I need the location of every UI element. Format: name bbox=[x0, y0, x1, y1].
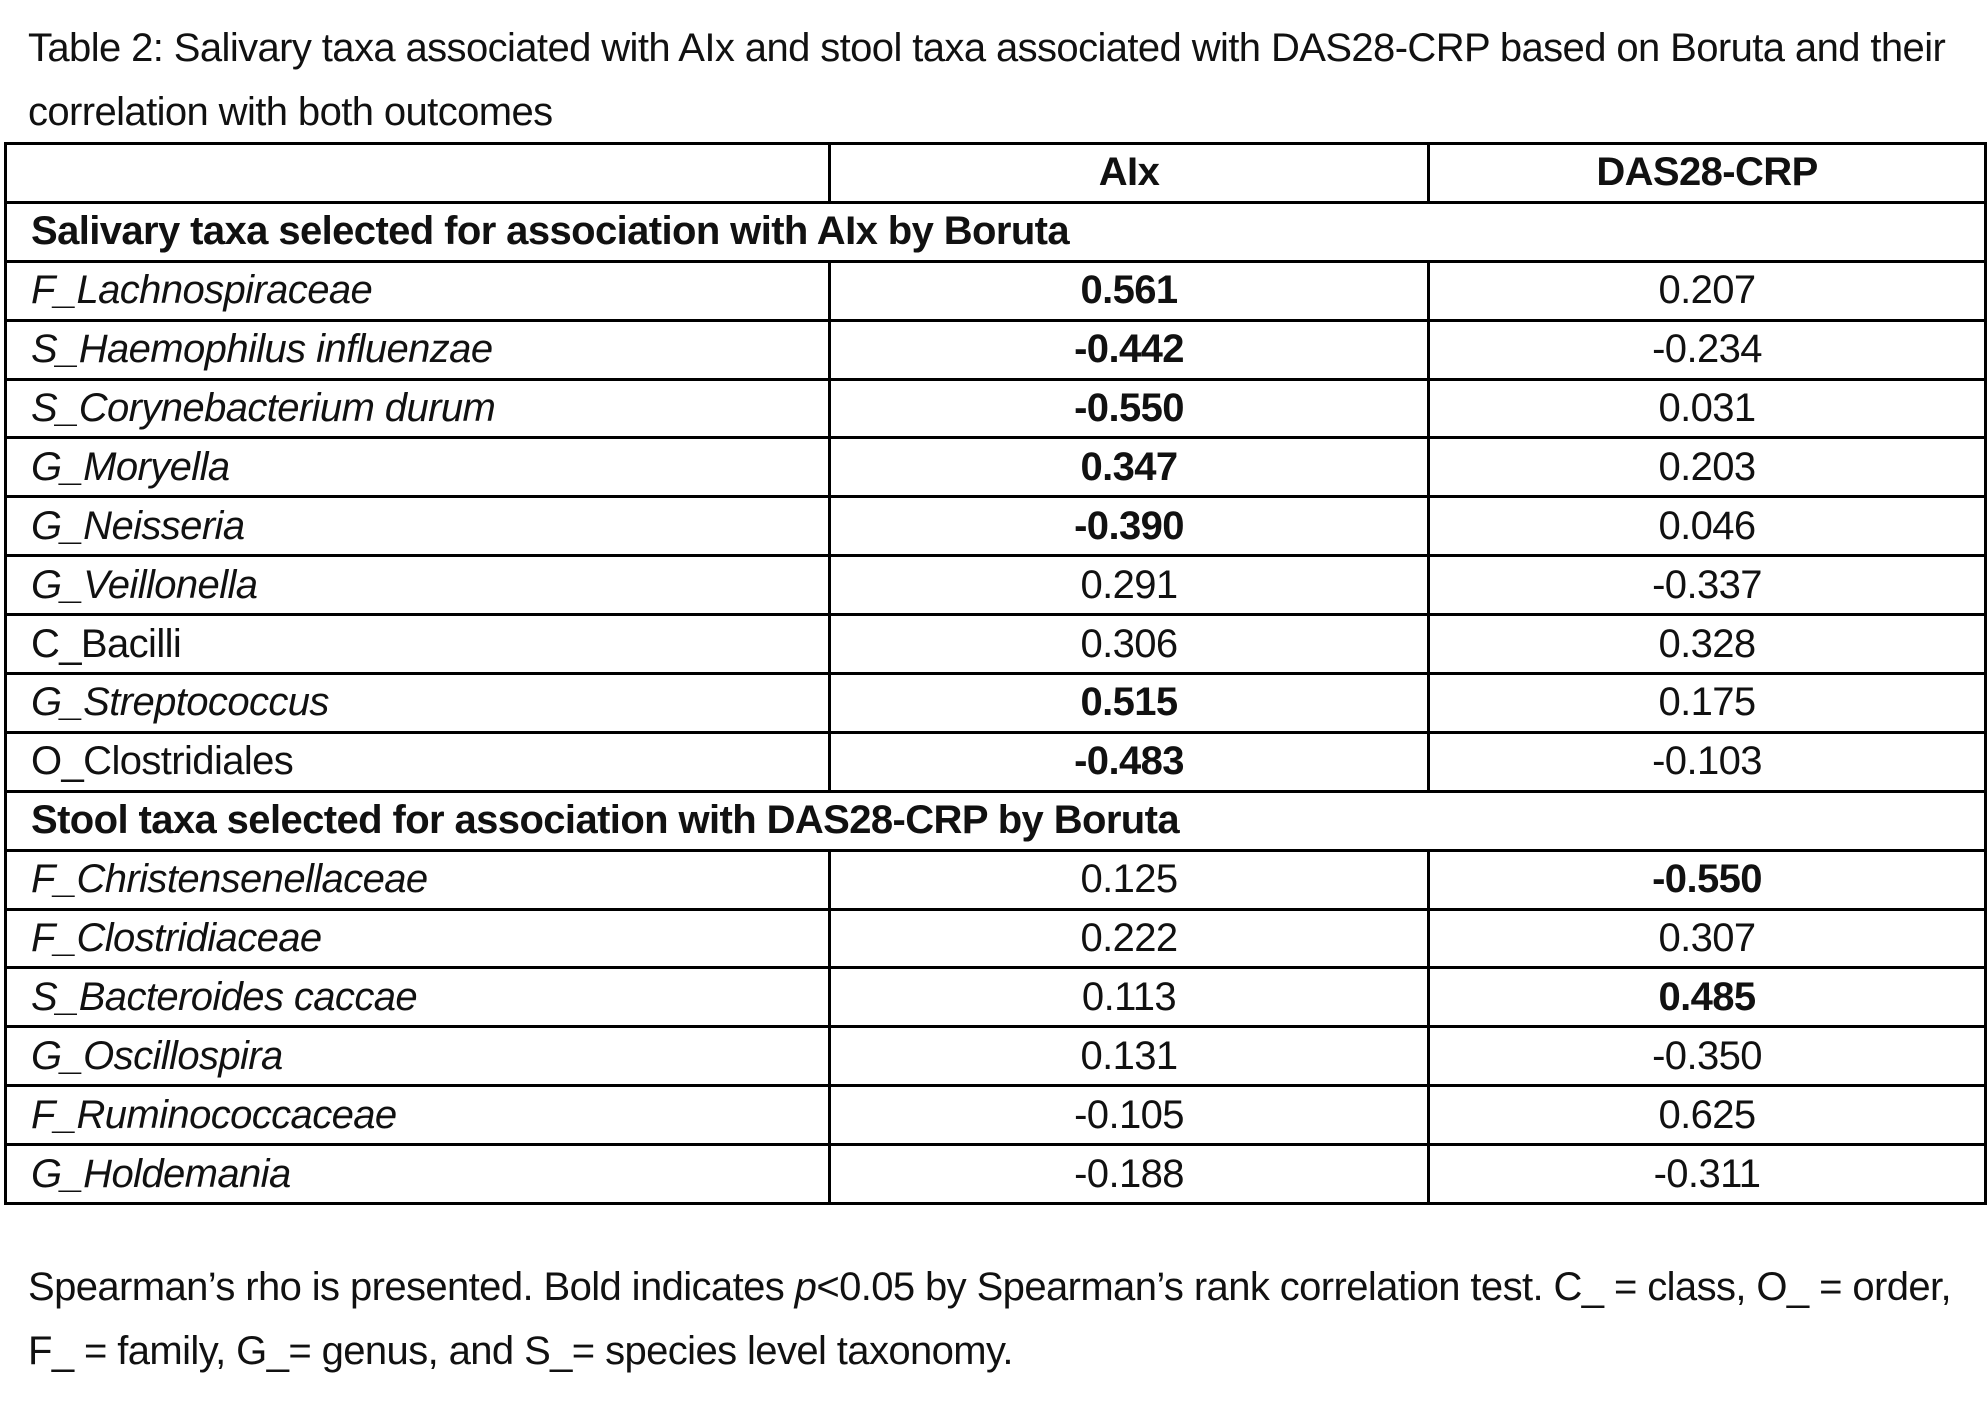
header-das28-crp: DAS28-CRP bbox=[1429, 144, 1986, 203]
table-row bbox=[6, 438, 1986, 497]
taxon-cell: F_Clostridiaceae bbox=[6, 909, 830, 968]
table-row bbox=[6, 497, 1986, 556]
das28-crp-value: 0.328 bbox=[1429, 615, 1986, 674]
table-row bbox=[6, 556, 1986, 615]
header-taxon bbox=[6, 144, 830, 203]
das28-crp-value: 0.625 bbox=[1429, 1086, 1986, 1145]
taxon-cell: G_Oscillospira bbox=[6, 1027, 830, 1086]
taxon-cell: F_Christensenellaceae bbox=[6, 850, 830, 909]
aix-value: 0.347 bbox=[830, 438, 1429, 497]
taxon-cell: G_Moryella bbox=[6, 438, 830, 497]
table-row bbox=[6, 1086, 1986, 1145]
aix-value: 0.561 bbox=[830, 261, 1429, 320]
aix-value: 0.131 bbox=[830, 1027, 1429, 1086]
section-title: Salivary taxa selected for association with AIx by Boruta bbox=[6, 202, 1986, 261]
table-row bbox=[6, 1027, 1986, 1086]
das28-crp-value: 0.175 bbox=[1429, 674, 1986, 733]
taxon-cell: G_Streptococcus bbox=[6, 674, 830, 733]
footnote-text-2: <0.05 by Spearman’s rank correlation test. C_ = class, O_ = order, F_ = family, G_= genus, and S_= species level taxonomy. bbox=[28, 1265, 1952, 1373]
header-row bbox=[6, 144, 1986, 203]
taxon-cell: S_Haemophilus influenzae bbox=[6, 320, 830, 379]
aix-value: -0.483 bbox=[830, 732, 1429, 791]
table-row bbox=[6, 261, 1986, 320]
taxon-cell: F_Ruminococcaceae bbox=[6, 1086, 830, 1145]
aix-value: -0.105 bbox=[830, 1086, 1429, 1145]
das28-crp-value: 0.485 bbox=[1429, 968, 1986, 1027]
table-row bbox=[6, 379, 1986, 438]
aix-value: -0.188 bbox=[830, 1145, 1429, 1204]
aix-value: 0.125 bbox=[830, 850, 1429, 909]
das28-crp-value: -0.550 bbox=[1429, 850, 1986, 909]
taxon-cell: G_Veillonella bbox=[6, 556, 830, 615]
table-row bbox=[6, 968, 1986, 1027]
correlation-table bbox=[4, 142, 1987, 1205]
aix-value: 0.291 bbox=[830, 556, 1429, 615]
das28-crp-value: 0.046 bbox=[1429, 497, 1986, 556]
aix-value: 0.515 bbox=[830, 674, 1429, 733]
table-row bbox=[6, 732, 1986, 791]
das28-crp-value: -0.103 bbox=[1429, 732, 1986, 791]
aix-value: 0.306 bbox=[830, 615, 1429, 674]
taxon-cell: G_Holdemania bbox=[6, 1145, 830, 1204]
table-row bbox=[6, 320, 1986, 379]
das28-crp-value: -0.311 bbox=[1429, 1145, 1986, 1204]
table-row bbox=[6, 850, 1986, 909]
table-row bbox=[6, 615, 1986, 674]
table-row bbox=[6, 909, 1986, 968]
taxon-cell: F_Lachnospiraceae bbox=[6, 261, 830, 320]
table-row bbox=[6, 674, 1986, 733]
das28-crp-value: 0.207 bbox=[1429, 261, 1986, 320]
table-footnote bbox=[28, 1255, 1978, 1383]
header-aix: AIx bbox=[830, 144, 1429, 203]
taxon-cell: S_Bacteroides caccae bbox=[6, 968, 830, 1027]
table-caption: Table 2: Salivary taxa associated with AIx and stool taxa associated with DAS28-CRP based on Boruta and their correlation with both outcomes bbox=[28, 26, 1946, 134]
taxon-cell: G_Neisseria bbox=[6, 497, 830, 556]
taxon-cell: S_Corynebacterium durum bbox=[6, 379, 830, 438]
footnote-p: p bbox=[794, 1265, 817, 1309]
taxon-cell: C_Bacilli bbox=[6, 615, 830, 674]
aix-value: -0.390 bbox=[830, 497, 1429, 556]
footnote-text-1: Spearman’s rho is presented. Bold indicates bbox=[28, 1265, 795, 1309]
table-row bbox=[6, 1145, 1986, 1204]
das28-crp-value: 0.307 bbox=[1429, 909, 1986, 968]
section-row bbox=[6, 202, 1986, 261]
section-title: Stool taxa selected for association with DAS28-CRP by Boruta bbox=[6, 791, 1986, 850]
taxon-cell: O_Clostridiales bbox=[6, 732, 830, 791]
das28-crp-value: -0.337 bbox=[1429, 556, 1986, 615]
section-row bbox=[6, 791, 1986, 850]
das28-crp-value: -0.234 bbox=[1429, 320, 1986, 379]
aix-value: -0.442 bbox=[830, 320, 1429, 379]
aix-value: 0.222 bbox=[830, 909, 1429, 968]
das28-crp-value: -0.350 bbox=[1429, 1027, 1986, 1086]
das28-crp-value: 0.031 bbox=[1429, 379, 1986, 438]
aix-value: -0.550 bbox=[830, 379, 1429, 438]
aix-value: 0.113 bbox=[830, 968, 1429, 1027]
das28-crp-value: 0.203 bbox=[1429, 438, 1986, 497]
